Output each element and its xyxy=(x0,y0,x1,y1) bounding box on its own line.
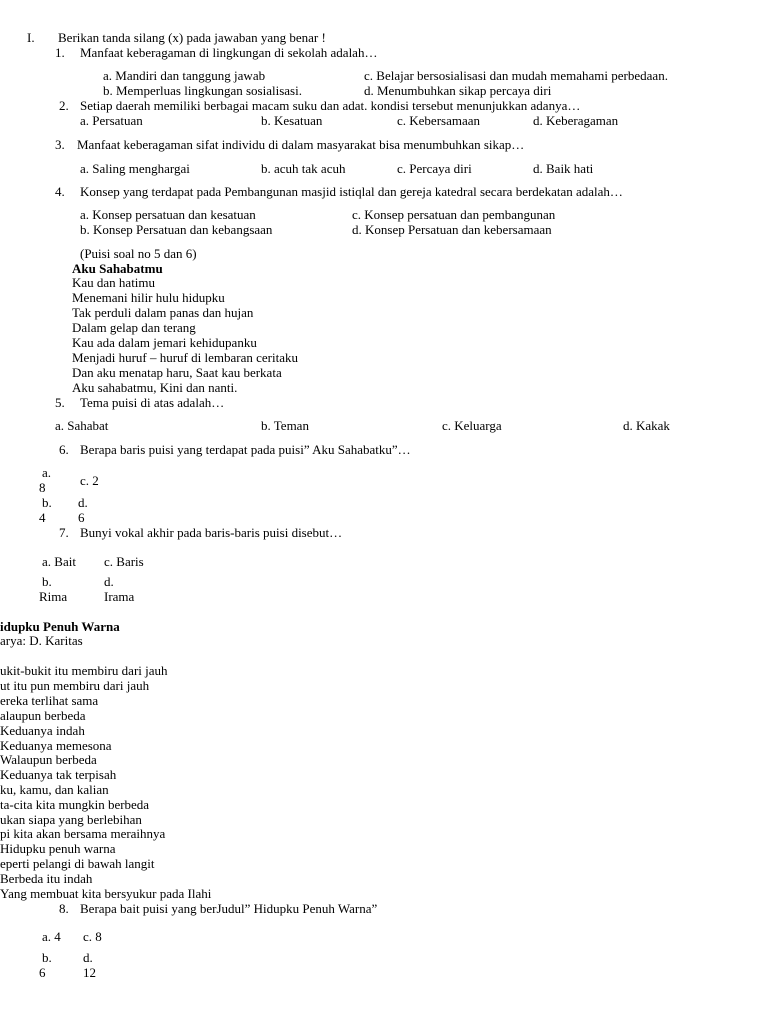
q7-number: 7. xyxy=(59,525,69,540)
q4-option-c: c. Konsep persatuan dan pembangunan xyxy=(352,207,556,222)
q6-option-d-label: d. xyxy=(78,495,88,510)
q5-option-a: a. Sahabat xyxy=(55,418,109,433)
q7-option-a: a. Bait xyxy=(42,554,76,569)
q4-option-d: d. Konsep Persatuan dan kebersamaan xyxy=(352,222,552,237)
q1-option-c: c. Belajar bersosialisasi dan mudah memahami perbedaan. xyxy=(364,68,668,83)
q8-option-c: c. 8 xyxy=(83,929,102,944)
q6-option-b-value: 4 xyxy=(39,510,46,525)
q1-option-d: d. Menumbuhkan sikap percaya diri xyxy=(364,83,552,98)
poem2-line: ku, kamu, dan kalian xyxy=(0,782,109,797)
poem2-line: Yang membuat kita bersyukur pada Ilahi xyxy=(0,886,212,901)
q3-option-a: a. Saling menghargai xyxy=(80,161,190,176)
poem1-line: Tak perduli dalam panas dan hujan xyxy=(72,305,254,320)
q8-option-b-value: 6 xyxy=(39,965,46,980)
poem1-line: Menjadi huruf – huruf di lembaran ceritaku xyxy=(72,350,298,365)
poem2-line: Keduanya indah xyxy=(0,723,85,738)
poem2-line: Walaupun berbeda xyxy=(0,752,97,767)
q7-text: Bunyi vokal akhir pada baris-baris puisi disebut… xyxy=(80,525,343,540)
poem2-line: alaupun berbeda xyxy=(0,708,86,723)
poem1-line: Aku sahabatmu, Kini dan nanti. xyxy=(72,380,238,395)
poem2-line: eperti pelangi di bawah langit xyxy=(0,856,155,871)
poem2-line: ukan siapa yang berlebihan xyxy=(0,812,142,827)
poem2-title: idupku Penuh Warna xyxy=(0,619,120,634)
poem2-line: pi kita akan bersama meraihnya xyxy=(0,826,166,841)
q2-text: Setiap daerah memiliki berbagai macam suku dan adat. kondisi tersebut menunjukkan adanya… xyxy=(80,98,581,113)
q6-option-a-label: a. xyxy=(42,465,52,480)
poem1-title: Aku Sahabatmu xyxy=(72,261,163,276)
section-number: I. xyxy=(27,30,35,45)
q6-text: Berapa baris puisi yang terdapat pada puisi” Aku Sahabatku”… xyxy=(80,442,411,457)
q7-option-d-label: d. xyxy=(104,574,114,589)
q5-text: Tema puisi di atas adalah… xyxy=(80,395,225,410)
q5-option-c: c. Keluarga xyxy=(442,418,502,433)
q7-option-b-label: b. xyxy=(42,574,52,589)
poem2-line: ereka terlihat sama xyxy=(0,693,99,708)
poem2-line: Keduanya tak terpisah xyxy=(0,767,117,782)
poem2-line: ut itu pun membiru dari jauh xyxy=(0,678,150,693)
q6-option-c: c. 2 xyxy=(80,473,99,488)
q7-option-c: c. Baris xyxy=(104,554,144,569)
q2-option-a: a. Persatuan xyxy=(80,113,143,128)
poem1-line: Dan aku menatap haru, Saat kau berkata xyxy=(72,365,282,380)
q8-option-a: a. 4 xyxy=(42,929,61,944)
q6-option-b-label: b. xyxy=(42,495,52,510)
poem2-author: arya: D. Karitas xyxy=(0,633,83,648)
poem1-note: (Puisi soal no 5 dan 6) xyxy=(80,246,197,261)
q6-option-a-value: 8 xyxy=(39,480,46,495)
q6-option-d-value: 6 xyxy=(78,510,85,525)
q5-option-d: d. Kakak xyxy=(623,418,670,433)
poem2-line: ukit-bukit itu membiru dari jauh xyxy=(0,663,168,678)
q4-number: 4. xyxy=(55,184,65,199)
q2-option-b: b. Kesatuan xyxy=(261,113,323,128)
q2-option-c: c. Kebersamaan xyxy=(397,113,481,128)
q8-option-d-label: d. xyxy=(83,950,93,965)
poem2-line: ta-cita kita mungkin berbeda xyxy=(0,797,150,812)
q7-option-d-value: Irama xyxy=(104,589,135,604)
q4-option-a: a. Konsep persatuan dan kesatuan xyxy=(80,207,256,222)
q5-option-b: b. Teman xyxy=(261,418,309,433)
q4-option-b: b. Konsep Persatuan dan kebangsaan xyxy=(80,222,273,237)
q1-text: Manfaat keberagaman di lingkungan di sekolah adalah… xyxy=(80,45,378,60)
q3-number: 3. xyxy=(55,137,65,152)
section-instruction: Berikan tanda silang (x) pada jawaban yang benar ! xyxy=(58,30,326,45)
q4-text: Konsep yang terdapat pada Pembangunan masjid istiqlal dan gereja katedral secara berdekatan adalah… xyxy=(80,184,623,199)
q2-number: 2. xyxy=(59,98,69,113)
poem1-line: Kau dan hatimu xyxy=(72,275,156,290)
q8-option-d-value: 12 xyxy=(83,965,96,980)
poem1-line: Dalam gelap dan terang xyxy=(72,320,196,335)
q8-text: Berapa bait puisi yang berJudul” Hidupku Penuh Warna” xyxy=(80,901,378,916)
q3-option-c: c. Percaya diri xyxy=(397,161,472,176)
q7-option-b-value: Rima xyxy=(39,589,68,604)
poem2-line: Berbeda itu indah xyxy=(0,871,93,886)
q2-option-d: d. Keberagaman xyxy=(533,113,619,128)
poem2-line: Keduanya memesona xyxy=(0,738,112,753)
q1-number: 1. xyxy=(55,45,65,60)
q3-option-b: b. acuh tak acuh xyxy=(261,161,346,176)
poem2-line: Hidupku penuh warna xyxy=(0,841,116,856)
poem1-line: Kau ada dalam jemari kehidupanku xyxy=(72,335,257,350)
poem1-line: Menemani hilir hulu hidupku xyxy=(72,290,225,305)
q3-option-d: d. Baik hati xyxy=(533,161,594,176)
q1-option-b: b. Memperluas lingkungan sosialisasi. xyxy=(103,83,302,98)
q8-option-b-label: b. xyxy=(42,950,52,965)
q3-text: Manfaat keberagaman sifat individu di dalam masyarakat bisa menumbuhkan sikap… xyxy=(77,137,525,152)
q6-number: 6. xyxy=(59,442,69,457)
q8-number: 8. xyxy=(59,901,69,916)
q1-option-a: a. Mandiri dan tanggung jawab xyxy=(103,68,266,83)
q5-number: 5. xyxy=(55,395,65,410)
